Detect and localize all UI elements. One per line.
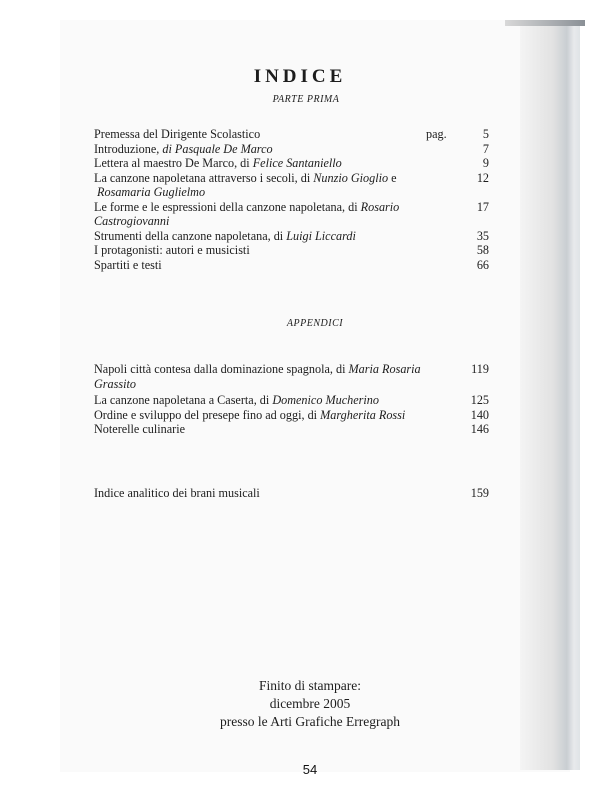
toc-entry bbox=[94, 422, 489, 437]
toc-entry bbox=[94, 229, 489, 244]
toc-entry bbox=[94, 243, 489, 258]
entry-title bbox=[94, 408, 454, 423]
colophon-line: dicembre 2005 bbox=[269, 696, 351, 711]
entry-text: Le forme e le espressioni della canzone napoletana, di bbox=[94, 199, 361, 214]
entry-title bbox=[94, 200, 429, 229]
book-spine-shadow bbox=[520, 22, 580, 770]
entry-author: Nunzio Gioglio bbox=[313, 170, 389, 185]
entry-page: 9 bbox=[482, 156, 489, 170]
entry-page: 146 bbox=[470, 422, 489, 436]
toc-entry bbox=[94, 142, 489, 157]
entry-title bbox=[94, 393, 454, 408]
entry-author: Rosario Castrogiovanni bbox=[94, 199, 400, 228]
toc-entry bbox=[94, 362, 489, 391]
entry-text: Lettera al maestro De Marco, di bbox=[94, 156, 253, 170]
entry-text: e bbox=[388, 170, 397, 185]
toc-entry bbox=[94, 127, 489, 142]
toc-index bbox=[94, 486, 489, 501]
entry-page: 119 bbox=[471, 362, 489, 376]
entry-text: La canzone napoletana a Caserta, di bbox=[94, 393, 273, 407]
entry-author: Maria Rosaria Grassito bbox=[94, 362, 421, 391]
page-number: 54 bbox=[302, 762, 318, 777]
entry-page: 7 bbox=[482, 141, 489, 156]
toc-entry bbox=[94, 258, 489, 273]
appendix-heading: APPENDICI bbox=[286, 318, 344, 329]
entry-page: 5 bbox=[482, 127, 489, 141]
part-one-heading: PARTE PRIMA bbox=[272, 94, 340, 105]
entry-title bbox=[94, 142, 429, 157]
entry-title: I protagonisti: autori e musicisti bbox=[94, 243, 250, 257]
entry-title bbox=[94, 156, 429, 171]
toc-entry bbox=[94, 486, 489, 501]
entry-author: Luigi Liccardi bbox=[286, 228, 356, 243]
entry-title: Noterelle culinarie bbox=[94, 422, 186, 436]
index-title: INDICE bbox=[253, 66, 347, 87]
entry-text: Napoli città contesa dalla dominazione spagnola, di bbox=[94, 362, 349, 376]
entry-page: 125 bbox=[470, 393, 489, 407]
entry-page: 159 bbox=[470, 486, 489, 500]
entry-page: 66 bbox=[476, 257, 489, 272]
entry-title bbox=[94, 171, 429, 200]
colophon-line: presso le Arti Grafiche Erregraph bbox=[220, 714, 400, 729]
toc-entry bbox=[94, 156, 489, 171]
entry-author: Rosamaria Guglielmo bbox=[97, 185, 206, 199]
toc-entry bbox=[94, 171, 489, 200]
entry-author: Felice Santaniello bbox=[252, 156, 342, 170]
entry-title: Spartiti e testi bbox=[94, 257, 162, 272]
toc-appendix bbox=[94, 362, 489, 437]
entry-page: 140 bbox=[470, 407, 489, 422]
entry-text: Ordine e sviluppo del presepe fino ad oggi, di bbox=[94, 407, 321, 422]
toc-entry bbox=[94, 393, 489, 408]
entry-author: Domenico Mucherino bbox=[272, 393, 379, 407]
entry-text: La canzone napoletana attraverso i secoli, di bbox=[94, 170, 314, 185]
toc-entry bbox=[94, 408, 489, 423]
entry-title: Indice analitico dei brani musicali bbox=[94, 486, 260, 500]
toc-part-one bbox=[94, 127, 489, 272]
colophon-line: Finito di stampare: bbox=[259, 678, 361, 693]
entry-page: 58 bbox=[476, 243, 489, 257]
entry-page: 17 bbox=[476, 199, 489, 214]
entry-page: 12 bbox=[476, 170, 489, 185]
entry-text: Introduzione, bbox=[94, 141, 163, 156]
entry-author: di Pasquale De Marco bbox=[162, 141, 273, 156]
toc-entry bbox=[94, 200, 489, 229]
entry-title bbox=[94, 229, 429, 244]
colophon bbox=[200, 677, 420, 731]
page-edge bbox=[505, 20, 585, 26]
entry-title: Premessa del Dirigente Scolastico bbox=[94, 127, 261, 141]
entry-title bbox=[94, 362, 454, 391]
entry-author: Margherita Rossi bbox=[320, 407, 406, 422]
entry-page: 35 bbox=[476, 228, 489, 243]
page-label: pag. bbox=[426, 127, 447, 141]
entry-text: Strumenti della canzone napoletana, di bbox=[94, 228, 287, 243]
